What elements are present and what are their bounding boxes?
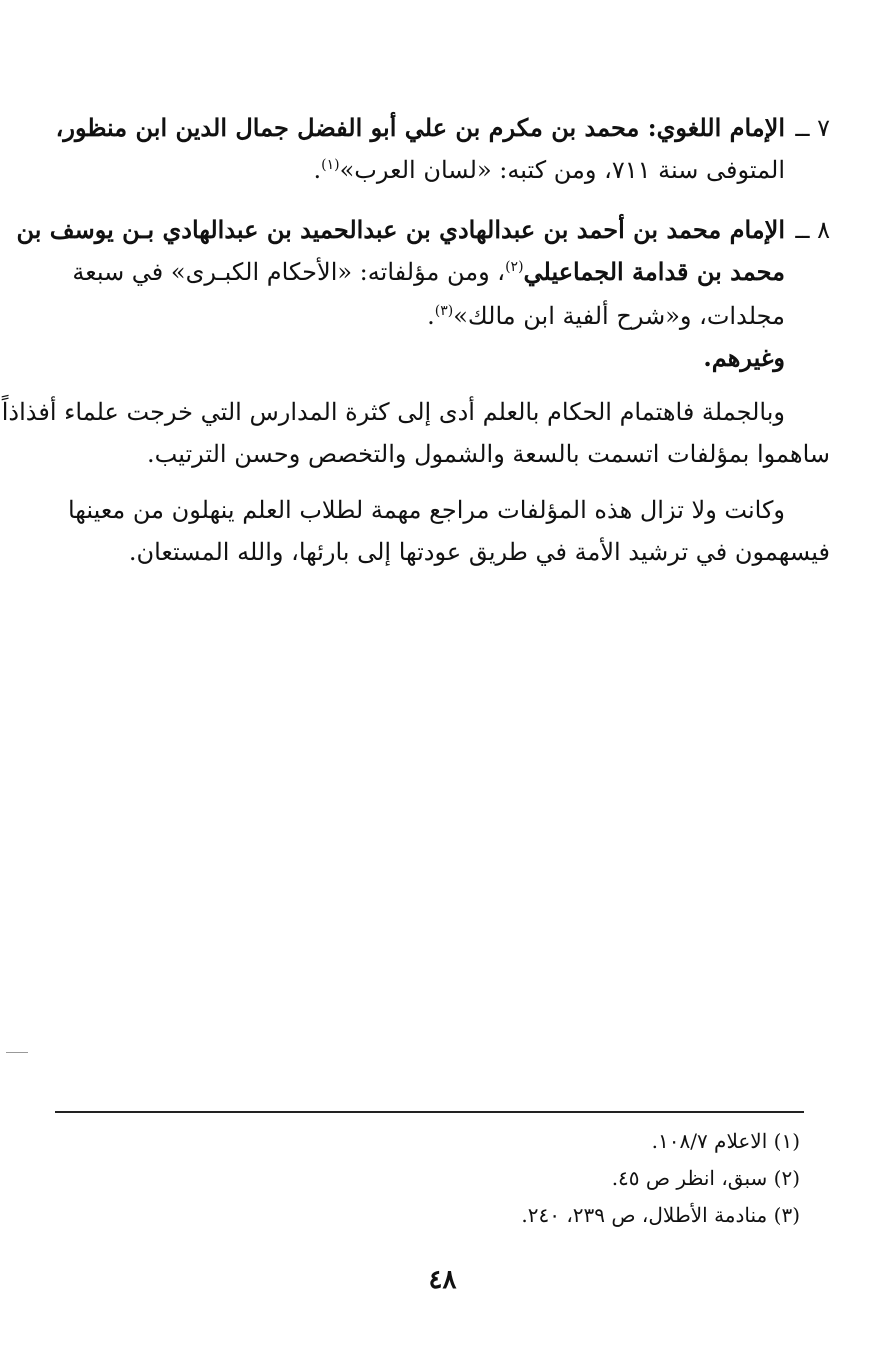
item-8-line-1 [16, 210, 785, 250]
footnote-ref-2[interactable]: (٢) [505, 259, 524, 275]
scan-mark [6, 1052, 28, 1053]
paragraph-2-line-2: فيسهمون في ترشيد الأمة في طريق عودتها إلى بارئها، والله المستعان. [128, 538, 830, 566]
item-7-line-1 [55, 108, 785, 148]
item-8-line-2 [72, 252, 785, 296]
item-number-7: ٧ ــ [795, 114, 830, 142]
item-8-text-2: مجلدات، و«شرح ألفية ابن مالك» [453, 302, 785, 330]
footnote-3: (٣) منادمة الأطلال، ص ٢٣٩، ٢٤٠. [521, 1203, 800, 1227]
paragraph-2-line-1: وكانت ولا تزال هذه المؤلفات مراجع مهمة لطلاب العلم ينهلون من معينها [67, 496, 785, 524]
item-8-line-4 [703, 338, 785, 378]
item-8-others: وغيرهم. [703, 343, 785, 372]
footnote-ref-3[interactable]: (٣) [434, 303, 454, 319]
item-8-heading: الإمام محمد بن أحمد بن عبدالهادي بن عبدالحميد بن عبدالهادي بـن يوسف بن [16, 215, 785, 244]
item-7-text: المتوفى سنة ٧١١، ومن كتبه: «لسان العرب» [339, 156, 785, 184]
footnote-ref-1[interactable]: (١) [321, 157, 340, 173]
footnote-2: (٢) سبق، انظر ص ٤٥. [611, 1166, 800, 1190]
page-number: ٤٨ [428, 1265, 457, 1295]
paragraph-1-line-1: وبالجملة فاهتمام الحكام بالعلم أدى إلى كثرة المدارس التي خرجت علماء أفذاذاً [1, 398, 785, 426]
item-7-heading: الإمام اللغوي: محمد بن مكرم بن علي أبو الفضل جمال الدين ابن منظور، [55, 113, 785, 142]
footnote-divider [55, 1111, 804, 1113]
item-8-end: . [427, 302, 435, 330]
item-number-8: ٨ ــ [795, 216, 830, 244]
item-7-end: . [313, 156, 322, 184]
item-8-name: محمد بن قدامة الجماعيلي [523, 257, 785, 286]
item-8-text: ، ومن مؤلفاته: «الأحكام الكبـرى» في سبعة [72, 258, 506, 286]
item-7-line-2 [314, 150, 786, 194]
item-8-line-3 [427, 296, 785, 340]
footnote-1: (١) الاعلام ١٠٨/٧. [651, 1129, 800, 1153]
paragraph-1-line-2: ساهموا بمؤلفات اتسمت بالسعة والشمول والتخصص وحسن الترتيب. [147, 440, 830, 468]
